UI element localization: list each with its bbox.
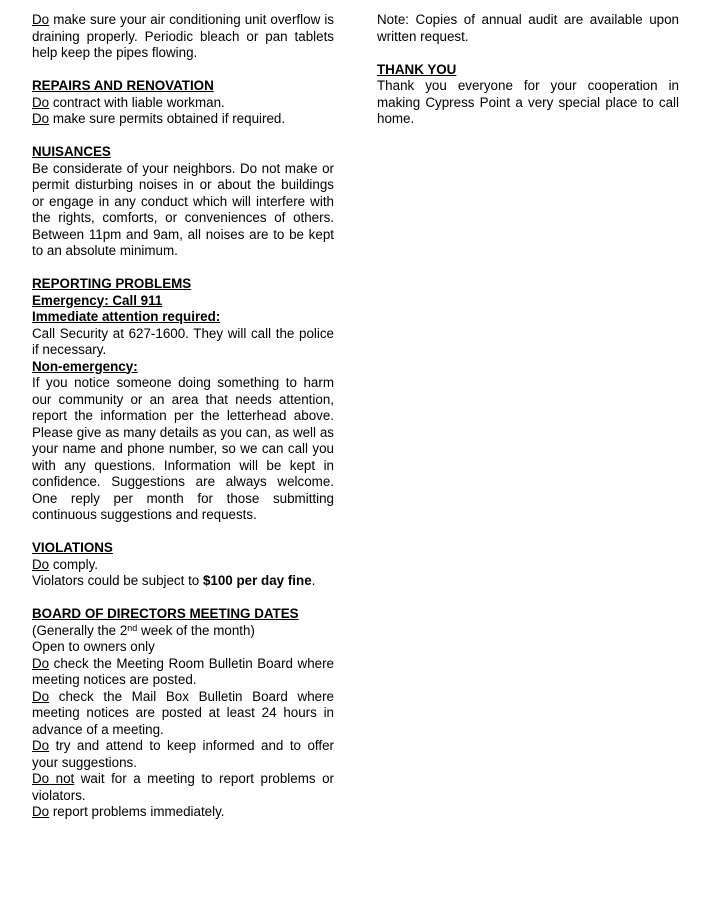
board-generally	[32, 623, 334, 640]
repairs-line-2-text: make sure permits obtained if required.	[49, 111, 286, 126]
immediate-subheading: Immediate attention required:	[32, 309, 221, 324]
do-emphasis: Do	[32, 111, 50, 126]
board-item-4	[32, 771, 334, 804]
nonemergency-subheading: Non-emergency:	[32, 358, 138, 374]
fine-prefix: Violators could be subject to	[32, 573, 203, 588]
thank-you-heading: THANK YOU	[377, 61, 457, 77]
do-emphasis: Do	[32, 12, 50, 27]
board-owners: Open to owners only	[32, 639, 155, 654]
board-item-2-text: check the Mail Box Bulletin Board where meeting notices are posted at least 24 hours in advance of a meeting.	[32, 688, 334, 737]
thank-you-text: Thank you everyone for your cooperation in making Cypress Point a very special place to call home.	[377, 78, 679, 126]
board-item-3	[32, 738, 334, 771]
do-emphasis: Do	[32, 556, 50, 572]
violations-line-1	[32, 557, 334, 574]
board-item-4-text: wait for a meeting to report problems or violators.	[32, 771, 334, 803]
ac-overflow-text: make sure your air conditioning unit overflow is draining properly. Periodic bleach or pan tablets help keep the pipes flowing.	[32, 12, 334, 60]
board-item-1-text: check the Meeting Room Bulletin Board where meeting notices are posted.	[32, 655, 334, 687]
nuisances-heading: NUISANCES	[32, 144, 111, 159]
nonemergency-text: If you notice someone doing something to harm our community or an area that needs attention, report the information per the letterhead above. Please give as many details as you can, as well as your name and phone number, so we can call you with any questions. Information will be kept in confidence. Suggestions are always welcome. One reply per month for those submitting continuous suggestions and requests.	[32, 375, 334, 522]
do-emphasis: Do	[32, 688, 50, 704]
nuisances-text: Be considerate of your neighbors. Do not make or permit disturbing noises in or about the buildings or engage in any conduct which will interfere with the rights, comforts, or conveniences of others. Between 11pm and 9am, all noises are to be kept to an absolute minimum.	[32, 160, 334, 258]
do-not-emphasis: Do not	[32, 771, 75, 786]
generally-suffix: week of the month)	[137, 622, 255, 638]
violations-heading: VIOLATIONS	[32, 540, 113, 555]
board-item-2	[32, 689, 334, 739]
generally-prefix: (Generally the 2	[32, 622, 128, 638]
repairs-line-2	[32, 111, 334, 128]
immediate-text: Call Security at 627-1600. They will call the police if necessary.	[32, 325, 334, 357]
generally-sup: nd	[127, 622, 138, 633]
repairs-line-1	[32, 95, 334, 112]
violations-fine	[32, 573, 334, 590]
do-emphasis: Do	[32, 655, 50, 671]
right-column	[377, 12, 679, 128]
left-column	[32, 12, 334, 821]
board-item-1	[32, 656, 334, 689]
board-item-5-text: report problems immediately.	[49, 804, 225, 819]
fine-suffix: .	[311, 573, 316, 588]
ac-overflow-paragraph	[32, 12, 334, 62]
board-item-5	[32, 804, 334, 821]
repairs-line-1-text: contract with liable workman.	[49, 94, 225, 110]
do-emphasis: Do	[32, 94, 50, 110]
repairs-heading: REPAIRS AND RENOVATION	[32, 78, 214, 93]
fine-amount: $100 per day fine	[202, 573, 312, 588]
board-item-3-text: try and attend to keep informed and to offer your suggestions.	[32, 738, 334, 770]
reporting-heading: REPORTING PROBLEMS	[32, 276, 192, 291]
emergency-subheading: Emergency: Call 911	[32, 292, 163, 308]
board-heading: BOARD OF DIRECTORS MEETING DATES	[32, 606, 299, 621]
do-emphasis: Do	[32, 804, 50, 819]
do-emphasis: Do	[32, 738, 50, 753]
audit-note: Note: Copies of annual audit are available upon written request.	[377, 12, 679, 44]
violations-line-1-text: comply.	[49, 556, 98, 572]
